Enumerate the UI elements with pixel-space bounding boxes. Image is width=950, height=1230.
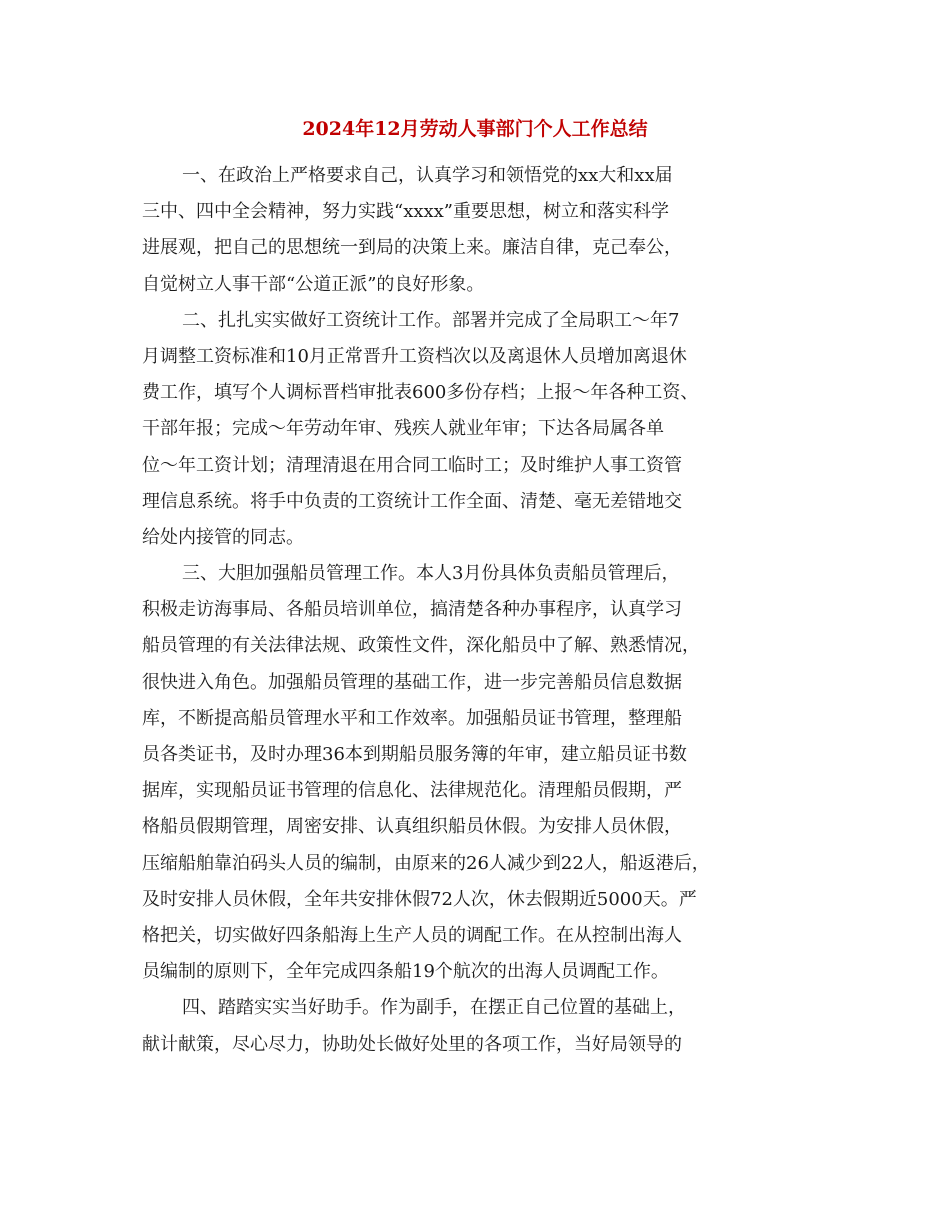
text-line: 进展观，把自己的思想统一到局的决策上来。廉洁自律，克己奉公， [142, 237, 682, 259]
text-line: 三、大胆加强船员管理工作。本人3月份具体负责船员管理后， [182, 563, 680, 585]
text-line: 积极走访海事局、各船员培训单位，搞清楚各种办事程序，认真学习 [142, 599, 682, 621]
text-line: 三中、四中全会精神，努力实践“xxxx”重要思想，树立和落实科学 [142, 201, 670, 223]
text-line: 四、踏踏实实当好助手。作为副手，在摆正自己位置的基础上， [182, 997, 686, 1019]
text-line: 员各类证书，及时办理36本到期船员服务簿的年审，建立船员证书数 [142, 744, 687, 765]
text-line: 员编制的原则下，全年完成四条船19个航次的出海人员调配工作。 [142, 961, 669, 983]
text-line: 压缩船舶靠泊码头人员的编制，由原来的26人减少到22人，船返港后， [142, 852, 710, 874]
text-line: 理信息系统。将手中负责的工资统计工作全面、清楚、毫无差错地交 [142, 490, 682, 512]
text-line: 干部年报；完成～年劳动年审、残疾人就业年审；下达各局属各单 [142, 418, 664, 440]
text-line: 船员管理的有关法律法规、政策性文件，深化船员中了解、熟悉情况， [142, 635, 700, 657]
text-line: 格把关，切实做好四条船海上生产人员的调配工作。在从控制出海人 [142, 924, 682, 946]
text-line: 献计献策，尽心尽力，协助处长做好处里的各项工作，当好局领导的 [142, 1033, 682, 1055]
text-line: 位～年工资计划；清理清退在用合同工临时工；及时维护人事工资管 [142, 454, 682, 476]
document-title: 2024年12月劳动人事部门个人工作总结 [302, 118, 648, 140]
text-line: 费工作，填写个人调标晋档审批表600多份存档；上报～年各种工资、 [142, 382, 699, 404]
text-line: 给处内接管的同志。 [142, 526, 304, 548]
text-line: 格船员假期管理，周密安排、认真组织船员休假。为安排人员休假， [142, 816, 682, 838]
document-body [142, 158, 832, 1063]
text-line: 二、扎扎实实做好工资统计工作。部署并完成了全局职工～年7 [182, 309, 680, 331]
text-line: 很快进入角色。加强船员管理的基础工作，进一步完善船员信息数据 [142, 671, 682, 693]
text-line: 库，不断提高船员管理水平和工作效率。加强船员证书管理，整理船 [142, 707, 682, 729]
text-line: 据库，实现船员证书管理的信息化、法律规范化。清理船员假期，严 [142, 780, 682, 802]
text-line: 月调整工资标准和10月正常晋升工资档次以及离退休人员增加离退休 [142, 345, 687, 367]
text-line: 及时安排人员休假，全年共安排休假72人次，休去假期近5000天。严 [142, 888, 697, 910]
text-line: 一、在政治上严格要求自己，认真学习和领悟党的xx大和xx届 [182, 165, 673, 186]
text-line: 自觉树立人事干部“公道正派”的良好形象。 [142, 273, 485, 295]
